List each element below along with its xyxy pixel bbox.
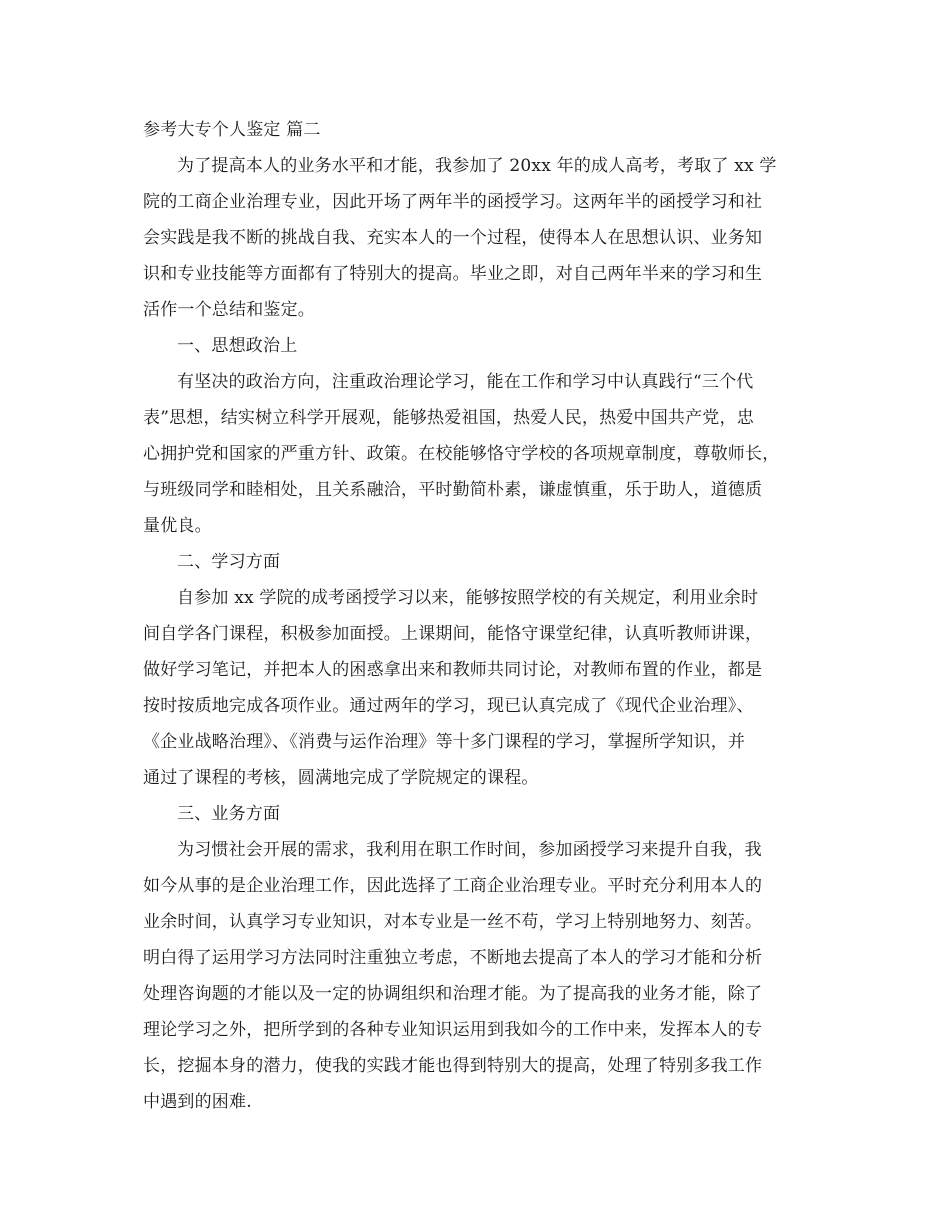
paragraph-line: 心拥护党和国家的严重方针、政策。在校能够恪守学校的各项规章制度，尊敬师长， <box>143 444 780 464</box>
paragraph-line: 自参加 xx 学院的成考函授学习以来，能够按照学校的有关规定，利用业余时 <box>177 588 759 608</box>
paragraph-line: 如今从事的是企业治理工作，因此选择了工商企业治理专业。平时充分利用本人的 <box>143 876 763 896</box>
paragraph-line: 理论学习之外，把所学到的各种专业知识运用到我如今的工作中来，发挥本人的专 <box>143 1020 763 1040</box>
paragraph-line: 识和专业技能等方面都有了特别大的提高。毕业之即，对自己两年半来的学习和生 <box>143 264 763 284</box>
paragraph-line: 《企业战略治理》、《消费与运作治理》等十多门课程的学习，掌握所学知识，并 <box>143 732 746 752</box>
paragraph-line: 明白得了运用学习方法同时注重独立考虑，不断地去提高了本人的学习才能和分析 <box>143 948 763 968</box>
paragraph-line: 处理咨询题的才能以及一定的协调组织和治理才能。为了提高我的业务才能，除了 <box>143 984 763 1004</box>
section-heading: 二、学习方面 <box>177 552 281 572</box>
document-title: 参考大专个人鉴定 篇二 <box>143 120 321 140</box>
paragraph-line: 中遇到的困难. <box>143 1092 252 1112</box>
section-heading: 三、业务方面 <box>177 804 281 824</box>
section-heading: 一、思想政治上 <box>177 336 298 356</box>
paragraph-line: 会实践是我不断的挑战自我、充实本人的一个过程，使得本人在思想认识、业务知 <box>143 228 763 248</box>
paragraph-line: 院的工商企业治理专业，因此开场了两年半的函授学习。这两年半的函授学习和社 <box>143 192 763 212</box>
paragraph-line: 量优良。 <box>143 516 212 536</box>
paragraph-line: 业余时间，认真学习专业知识，对本专业是一丝不苟，学习上特别地努力、刻苦。 <box>143 912 763 932</box>
paragraph-line: 为了提高本人的业务水平和才能，我参加了 20xx 年的成人高考，考取了 xx 学 <box>177 156 777 176</box>
paragraph-line: 表”思想，结实树立科学开展观，能够热爱祖国，热爱人民，热爱中国共产党，忠 <box>143 408 754 428</box>
paragraph-line: 通过了课程的考核，圆满地完成了学院规定的课程。 <box>143 768 539 788</box>
paragraph-line: 按时按质地完成各项作业。通过两年的学习，现已认真完成了《现代企业治理》、 <box>143 696 754 716</box>
paragraph-line: 做好学习笔记，并把本人的困惑拿出来和教师共同讨论，对教师布置的作业，都是 <box>143 660 763 680</box>
paragraph-line: 长，挖掘本身的潜力，使我的实践才能也得到特别大的提高，处理了特别多我工作 <box>143 1056 763 1076</box>
paragraph-line: 有坚决的政治方向，注重政治理论学习，能在工作和学习中认真践行“三个代 <box>177 372 754 392</box>
paragraph-line: 为习惯社会开展的需求，我利用在职工作时间，参加函授学习来提升自我，我 <box>177 840 762 860</box>
document-body <box>143 112 813 1120</box>
paragraph-line: 活作一个总结和鉴定。 <box>143 300 315 320</box>
paragraph-line: 与班级同学和睦相处，且关系融洽，平时勤简朴素，谦虚慎重，乐于助人，道德质 <box>143 480 763 500</box>
paragraph-line: 间自学各门课程，积极参加面授。上课期间，能恪守课堂纪律，认真听教师讲课， <box>143 624 763 644</box>
